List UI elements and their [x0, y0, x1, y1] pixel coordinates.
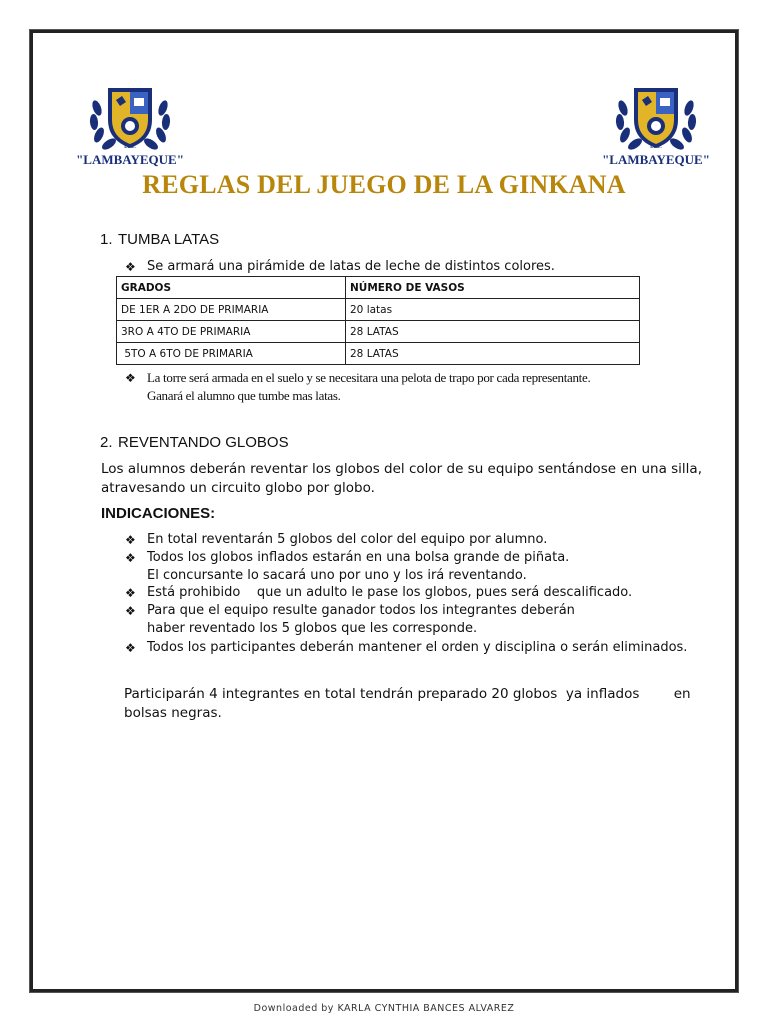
table-cell: 28 LATAS: [346, 343, 640, 365]
bullet-text: Está prohibido que un adulto le pase los globos, pues será descalificado.: [147, 585, 633, 600]
grades-table: [116, 276, 640, 365]
section2-title: REVENTANDO GLOBOS: [118, 434, 289, 451]
bullet-text: haber reventado los 5 globos que les corresponde.: [147, 621, 478, 636]
diamond-bullet-icon: ❖: [125, 586, 136, 600]
closing-line-1: Participarán 4 integrantes en total tendrán preparado 20 globos ya inflados en: [124, 686, 691, 702]
table-cell: 20 latas: [346, 299, 640, 321]
logo-small-text: I.E.P.: [650, 145, 662, 150]
table-row: [117, 299, 640, 321]
diamond-bullet-icon: ❖: [125, 551, 136, 565]
table-row: [117, 343, 640, 365]
table-cell: DE 1ER A 2DO DE PRIMARIA: [117, 299, 346, 321]
diamond-bullet-icon: ❖: [125, 533, 136, 547]
table-header-row: [117, 277, 640, 299]
logo-caption: "LAMBAYEQUE": [76, 152, 184, 167]
download-footer: Downloaded by KARLA CYNTHIA BANCES ALVAREZ: [253, 1003, 515, 1014]
table-header-cell: NÚMERO DE VASOS: [346, 277, 640, 299]
indications-heading: INDICACIONES:: [101, 505, 216, 522]
bullet-text: Todos los globos inflados estarán en una bolsa grande de piñata.: [147, 550, 570, 565]
table-row: [117, 321, 640, 343]
table-cell: 3RO A 4TO DE PRIMARIA: [117, 321, 346, 343]
diamond-bullet-icon: ❖: [125, 260, 136, 274]
school-logo-left: [75, 78, 185, 170]
section1-heading: [100, 231, 219, 248]
bullet-text: Para que el equipo resulte ganador todos los integrantes deberán: [147, 603, 575, 618]
closing-line-2: bolsas negras.: [124, 705, 222, 721]
section2-number: 2.: [100, 434, 113, 451]
bullet-text: En total reventarán 5 globos del color del equipo por alumno.: [147, 532, 548, 547]
diamond-bullet-icon: ❖: [125, 641, 136, 655]
bullet-text: La torre será armada en el suelo y se necesitara una pelota de trapo por cada representante.: [147, 370, 591, 385]
table-cell: 28 LATAS: [346, 321, 640, 343]
section2-heading: [100, 434, 289, 451]
bullet-text: Ganará el alumno que tumbe mas latas.: [147, 388, 341, 403]
bullet-text: El concursante lo sacará uno por uno y los irá reventando.: [147, 568, 527, 583]
logo-caption: "LAMBAYEQUE": [602, 152, 710, 167]
section2-paragraph-line-1: Los alumnos deberán reventar los globos del color de su equipo sentándose en una silla,: [101, 461, 703, 477]
section1-number: 1.: [100, 231, 113, 248]
diamond-bullet-icon: ❖: [125, 371, 136, 385]
table-header-cell: GRADOS: [117, 277, 346, 299]
school-logo-right: [601, 78, 711, 170]
section2-paragraph-line-2: atravesando un circuito globo por globo.: [101, 480, 375, 496]
section1-title: TUMBA LATAS: [118, 231, 220, 248]
diamond-bullet-icon: ❖: [125, 604, 136, 618]
logo-small-text: I.E.P.: [124, 145, 136, 150]
bullet-text: Todos los participantes deberán mantener el orden y disciplina o serán eliminados.: [147, 640, 688, 655]
page-title: REGLAS DEL JUEGO DE LA GINKANA: [142, 170, 626, 199]
bullet-text: Se armará una pirámide de latas de leche de distintos colores.: [147, 259, 555, 274]
table-cell: 5TO A 6TO DE PRIMARIA: [117, 343, 346, 365]
